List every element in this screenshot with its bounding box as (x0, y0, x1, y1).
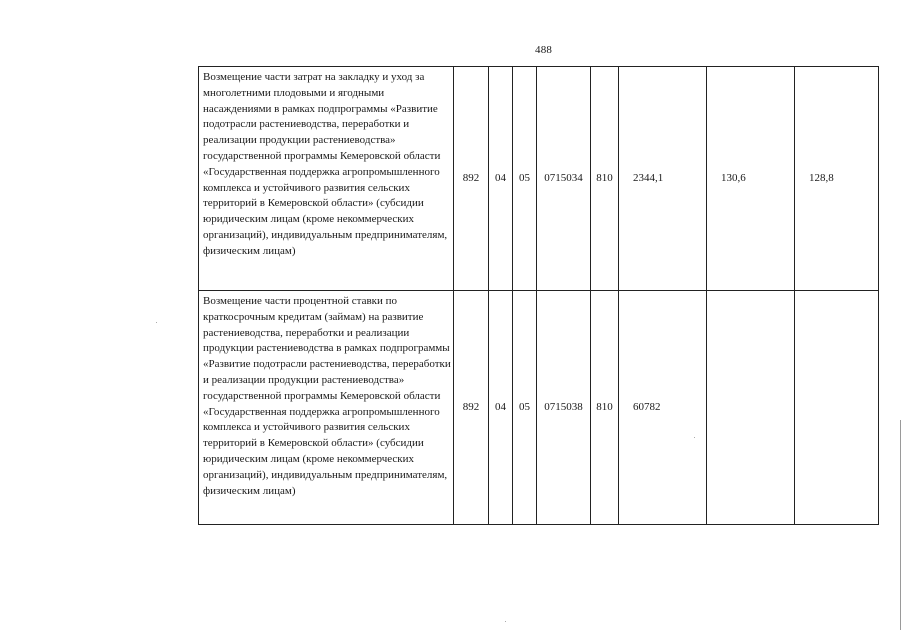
scan-edge-line (900, 420, 901, 630)
table-row (199, 67, 879, 291)
table-row (199, 291, 879, 525)
budget-table (198, 66, 879, 525)
subsection-cell: 05 (513, 67, 537, 291)
section-cell: 04 (489, 67, 513, 291)
ministry-code-cell: 892 (454, 67, 489, 291)
section-cell: 04 (489, 291, 513, 525)
scan-speck (505, 621, 506, 622)
row-description: Возмещение части процентной ставки по краткосрочным кредитам (займам) на развитие растениеводства, переработки и реализации продукции растениеводства в рамках подпрограммы «Развитие подотрасли растениеводства, переработки и реализации продукции растениеводства» государственной программы Кемеровской области «Государственная поддержка агропромышленного комплекса и устойчивого развития сельских территорий в Кемеровской области» (субсидии юридическим лицам (кроме некоммерческих организаций), индивидуальным предпринимателям, физическим лицам) (199, 291, 454, 525)
target-article-cell: 0715034 (537, 67, 591, 291)
scan-speck (156, 322, 157, 323)
expense-type-cell: 810 (591, 67, 619, 291)
page-number: 488 (535, 44, 553, 56)
target-article-cell: 0715038 (537, 291, 591, 525)
amount-year-2-cell (707, 67, 795, 291)
row-description: Возмещение части затрат на закладку и уход за многолетними плодовыми и ягодными насаждениями в рамках подпрограммы «Развитие подотрасли растениеводства, переработки и реализации продукции растениеводства» государственной программы Кемеровской области «Государственная поддержка агропромышленного комплекса и устойчивого развития сельских территорий в Кемеровской области» (субсидии юридическим лицам (кроме некоммерческих организаций), индивидуальным предпринимателям, физическим лицам) (199, 67, 454, 291)
amount-year-1-value: 2344,1 (633, 171, 664, 184)
amount-year-3-value: 128,8 (809, 171, 834, 184)
ministry-code-cell: 892 (454, 291, 489, 525)
amount-year-2-cell (707, 291, 795, 525)
amount-year-1-cell (619, 291, 707, 525)
amount-year-3-cell (795, 291, 879, 525)
amount-year-3-cell (795, 67, 879, 291)
scan-speck (694, 437, 695, 438)
amount-year-2-value: 130,6 (721, 171, 746, 184)
amount-year-1-value: 60782 (633, 400, 661, 413)
amount-year-1-cell (619, 67, 707, 291)
expense-type-cell: 810 (591, 291, 619, 525)
subsection-cell: 05 (513, 291, 537, 525)
